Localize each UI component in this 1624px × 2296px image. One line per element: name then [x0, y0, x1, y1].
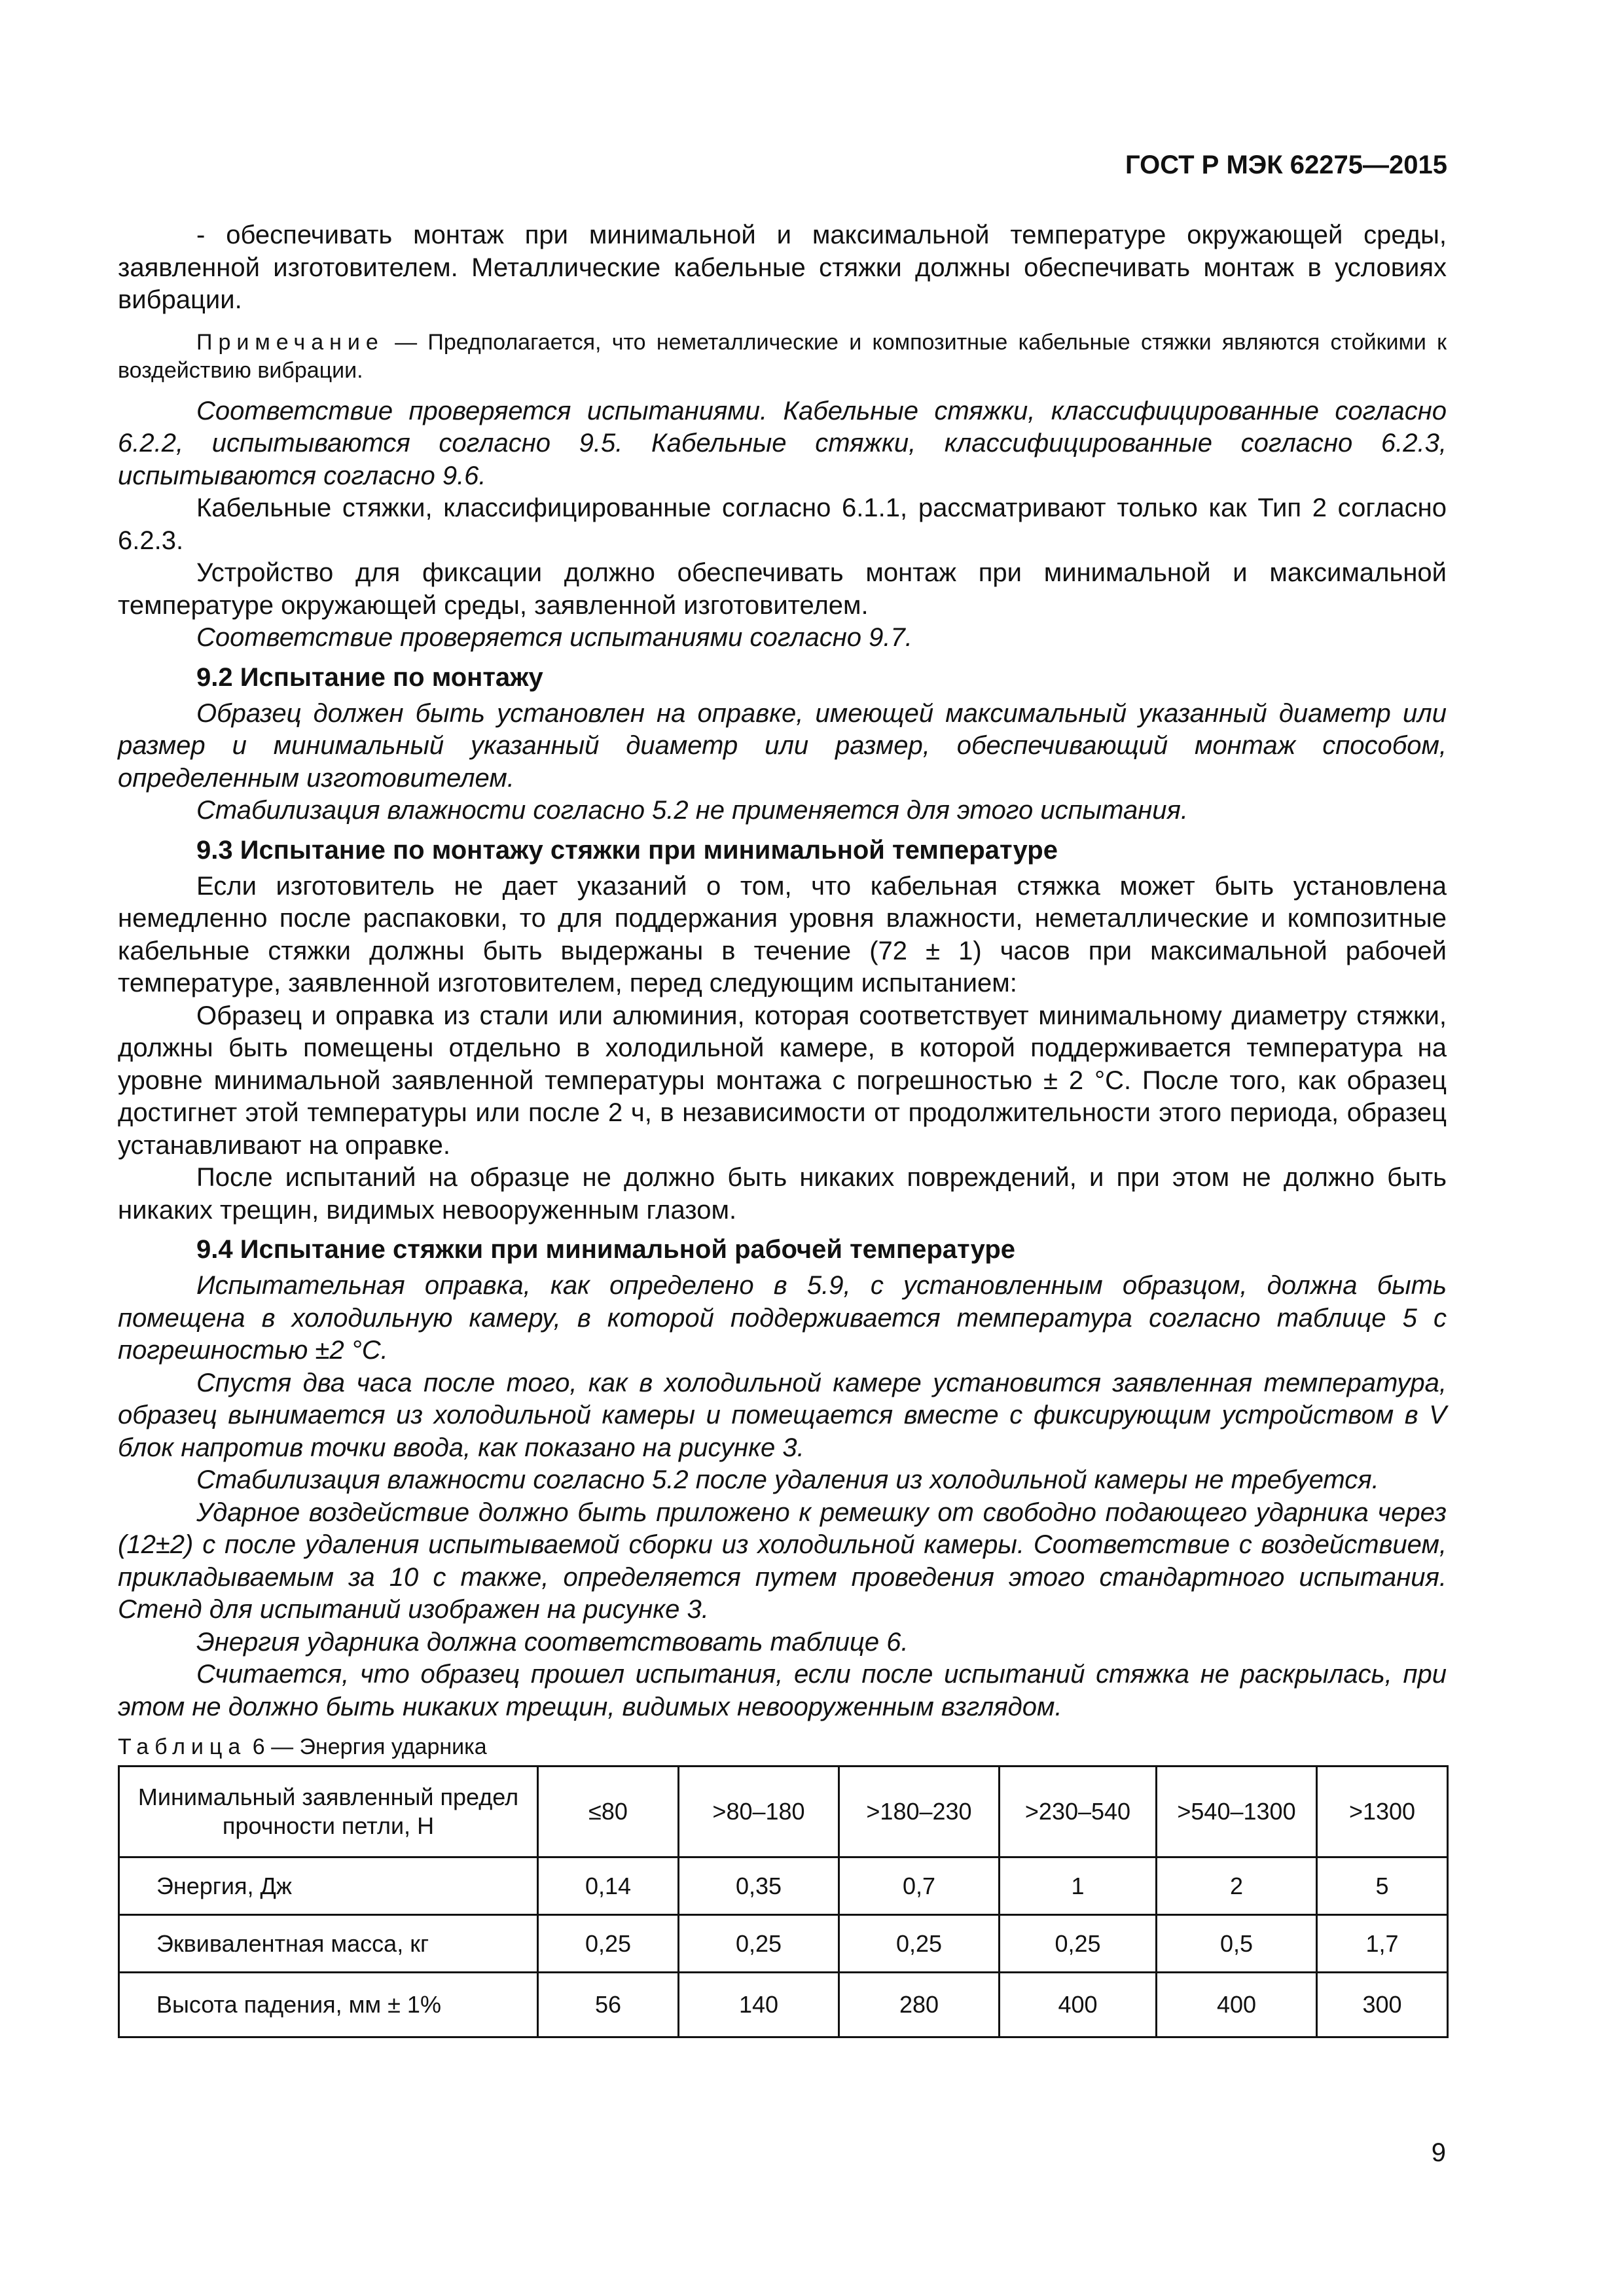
table-cell: 300 [1317, 1973, 1448, 2037]
table-cell: 5 [1317, 1857, 1448, 1915]
note-label: Примечание [196, 329, 384, 355]
paragraph: Если изготовитель не дает указаний о том, что кабельная стяжка может быть установлена немедленно после распаковки, то для поддержания уровня влажности, неметаллические и композитные кабельные стяжки должны быть выдержаны в течение (72 ± 1) часов при максимальной рабочей температуре, заявленной изготовителем, перед следующим испытанием: [118, 871, 1447, 997]
table-row [119, 1915, 1448, 1973]
table-cell: 56 [538, 1973, 679, 2037]
table-cell: 140 [679, 1973, 839, 2037]
paragraph: Стабилизация влажности согласно 5.2 не применяется для этого испытания. [196, 796, 1188, 825]
section-heading-9-4: 9.4 Испытание стяжки при минимальной рабочей температуре [196, 1235, 1016, 1264]
table-cell: 1 [1000, 1857, 1157, 1915]
paragraph: Энергия ударника должна соответствовать таблице 6. [196, 1627, 909, 1657]
table-cell: 0,7 [839, 1857, 1000, 1915]
paragraph: Спустя два часа после того, как в холодильной камере установится заявленная температура, образец вынимается из холодильной камеры и помещается вместе с фиксирующим устройством в V блок напротив точки ввода, как показано на рисунке 3. [118, 1368, 1447, 1462]
table-cell: 0,5 [1157, 1915, 1317, 1973]
paragraph: Стабилизация влажности согласно 5.2 после удаления из холодильной камеры не требуется. [196, 1465, 1379, 1494]
paragraph: Соответствие проверяется испытаниями согласно 9.7. [196, 623, 912, 652]
paragraph: Считается, что образец прошел испытания, если после испытаний стяжка не раскрылась, при этом не должно быть никаких трещин, видимых невооруженным взглядом. [118, 1660, 1447, 1721]
note-text: — Предполагается, что неметаллические и композитные кабельные стяжки являются стойкими к воздействию вибрации. [118, 329, 1447, 383]
paragraph: Кабельные стяжки, классифицированные согласно 6.1.1, рассматривают только как Тип 2 согласно 6.2.3. [118, 493, 1447, 555]
table-header-cell: >80–180 [679, 1767, 839, 1857]
table-cell: Эквивалентная масса, кг [119, 1915, 538, 1973]
table-row [119, 1857, 1448, 1915]
table-cell: 0,14 [538, 1857, 679, 1915]
table-caption-text: 6 — Энергия ударника [246, 1734, 487, 1759]
note [118, 329, 1447, 385]
table-cell: 400 [1000, 1973, 1157, 2037]
section-heading-9-2: 9.2 Испытание по монтажу [196, 662, 543, 692]
table-cell: 0,35 [679, 1857, 839, 1915]
table-cell: Энергия, Дж [119, 1857, 538, 1915]
document-header: ГОСТ Р МЭК 62275—2015 [1125, 151, 1447, 179]
table-header-row [119, 1767, 1448, 1857]
page-content [118, 219, 1447, 2038]
page-number: 9 [1431, 2138, 1446, 2167]
paragraph: Образец должен быть установлен на оправке, имеющей максимальный указанный диаметр или размер и минимальный указанный диаметр или размер, обеспечивающий монтаж способом, определенным изготовителем. [118, 698, 1447, 793]
table-caption [118, 1732, 1447, 1761]
table-cell: 280 [839, 1973, 1000, 2037]
table-cell: 0,25 [679, 1915, 839, 1973]
table-row [119, 1973, 1448, 2037]
table-cell: 0,25 [1000, 1915, 1157, 1973]
table-header-cell: >230–540 [1000, 1767, 1157, 1857]
paragraph: После испытаний на образце не должно быть никаких повреждений, и при этом не должно быть никаких трещин, видимых невооруженным глазом. [118, 1163, 1447, 1225]
table-cell: 400 [1157, 1973, 1317, 2037]
paragraph: Устройство для фиксации должно обеспечивать монтаж при минимальной и максимальной температуре окружающей среды, заявленной изготовителем. [118, 558, 1447, 620]
paragraph: Испытательная оправка, как определено в 5.9, с установленным образцом, должна быть помещена в холодильную камеру, в которой поддерживается температура согласно таблице 5 с погрешностью ±2 °С. [118, 1271, 1447, 1365]
paragraph: Образец и оправка из стали или алюминия, которая соответствует минимальному диаметру стяжки, должны быть помещены отдельно в холодильной камере, в которой поддерживается температура на уровне минимальной заявленной температуры монтажа с погрешностью ± 2 °С. После того, как образец достигнет этой температуры или после 2 ч, в независимости от продолжительности этого периода, образец устанавливают на оправке. [118, 1001, 1447, 1160]
table-header-cell: >180–230 [839, 1767, 1000, 1857]
table-caption-label: Таблица [118, 1734, 247, 1759]
paragraph: Соответствие проверяется испытаниями. Кабельные стяжки, классифицированные согласно 6.2.2, испытываются согласно 9.5. Кабельные стяжки, классифицированные согласно 6.2.3, испытываются согласно 9.6. [118, 396, 1447, 490]
section-heading-9-3: 9.3 Испытание по монтажу стяжки при минимальной температуре [196, 835, 1058, 865]
table-header-cell: Минимальный заявленный предел прочности петли, Н [119, 1767, 538, 1857]
table-cell: 0,25 [538, 1915, 679, 1973]
table-cell: Высота падения, мм ± 1% [119, 1973, 538, 2037]
table-cell: 0,25 [839, 1915, 1000, 1973]
table-cell: 2 [1157, 1857, 1317, 1915]
table-cell: 1,7 [1317, 1915, 1448, 1973]
table-header-cell: >540–1300 [1157, 1767, 1317, 1857]
energy-table [118, 1765, 1449, 2038]
paragraph: Ударное воздействие должно быть приложено к ремешку от свободно подающего ударника через (12±2) с после удаления испытываемой сборки из холодильной камеры. Соответствие с воздействием, прикладываемым за 10 с также, определяется путем проведения этого стандартного испытания. Стенд для испытаний изображен на рисунке 3. [118, 1498, 1447, 1624]
table-header-cell: ≤80 [538, 1767, 679, 1857]
table-header-cell: >1300 [1317, 1767, 1448, 1857]
paragraph: - обеспечивать монтаж при минимальной и максимальной температуре окружающей среды, заявленной изготовителем. Металлические кабельные стяжки должны обеспечивать монтаж в условиях вибрации. [118, 221, 1447, 314]
